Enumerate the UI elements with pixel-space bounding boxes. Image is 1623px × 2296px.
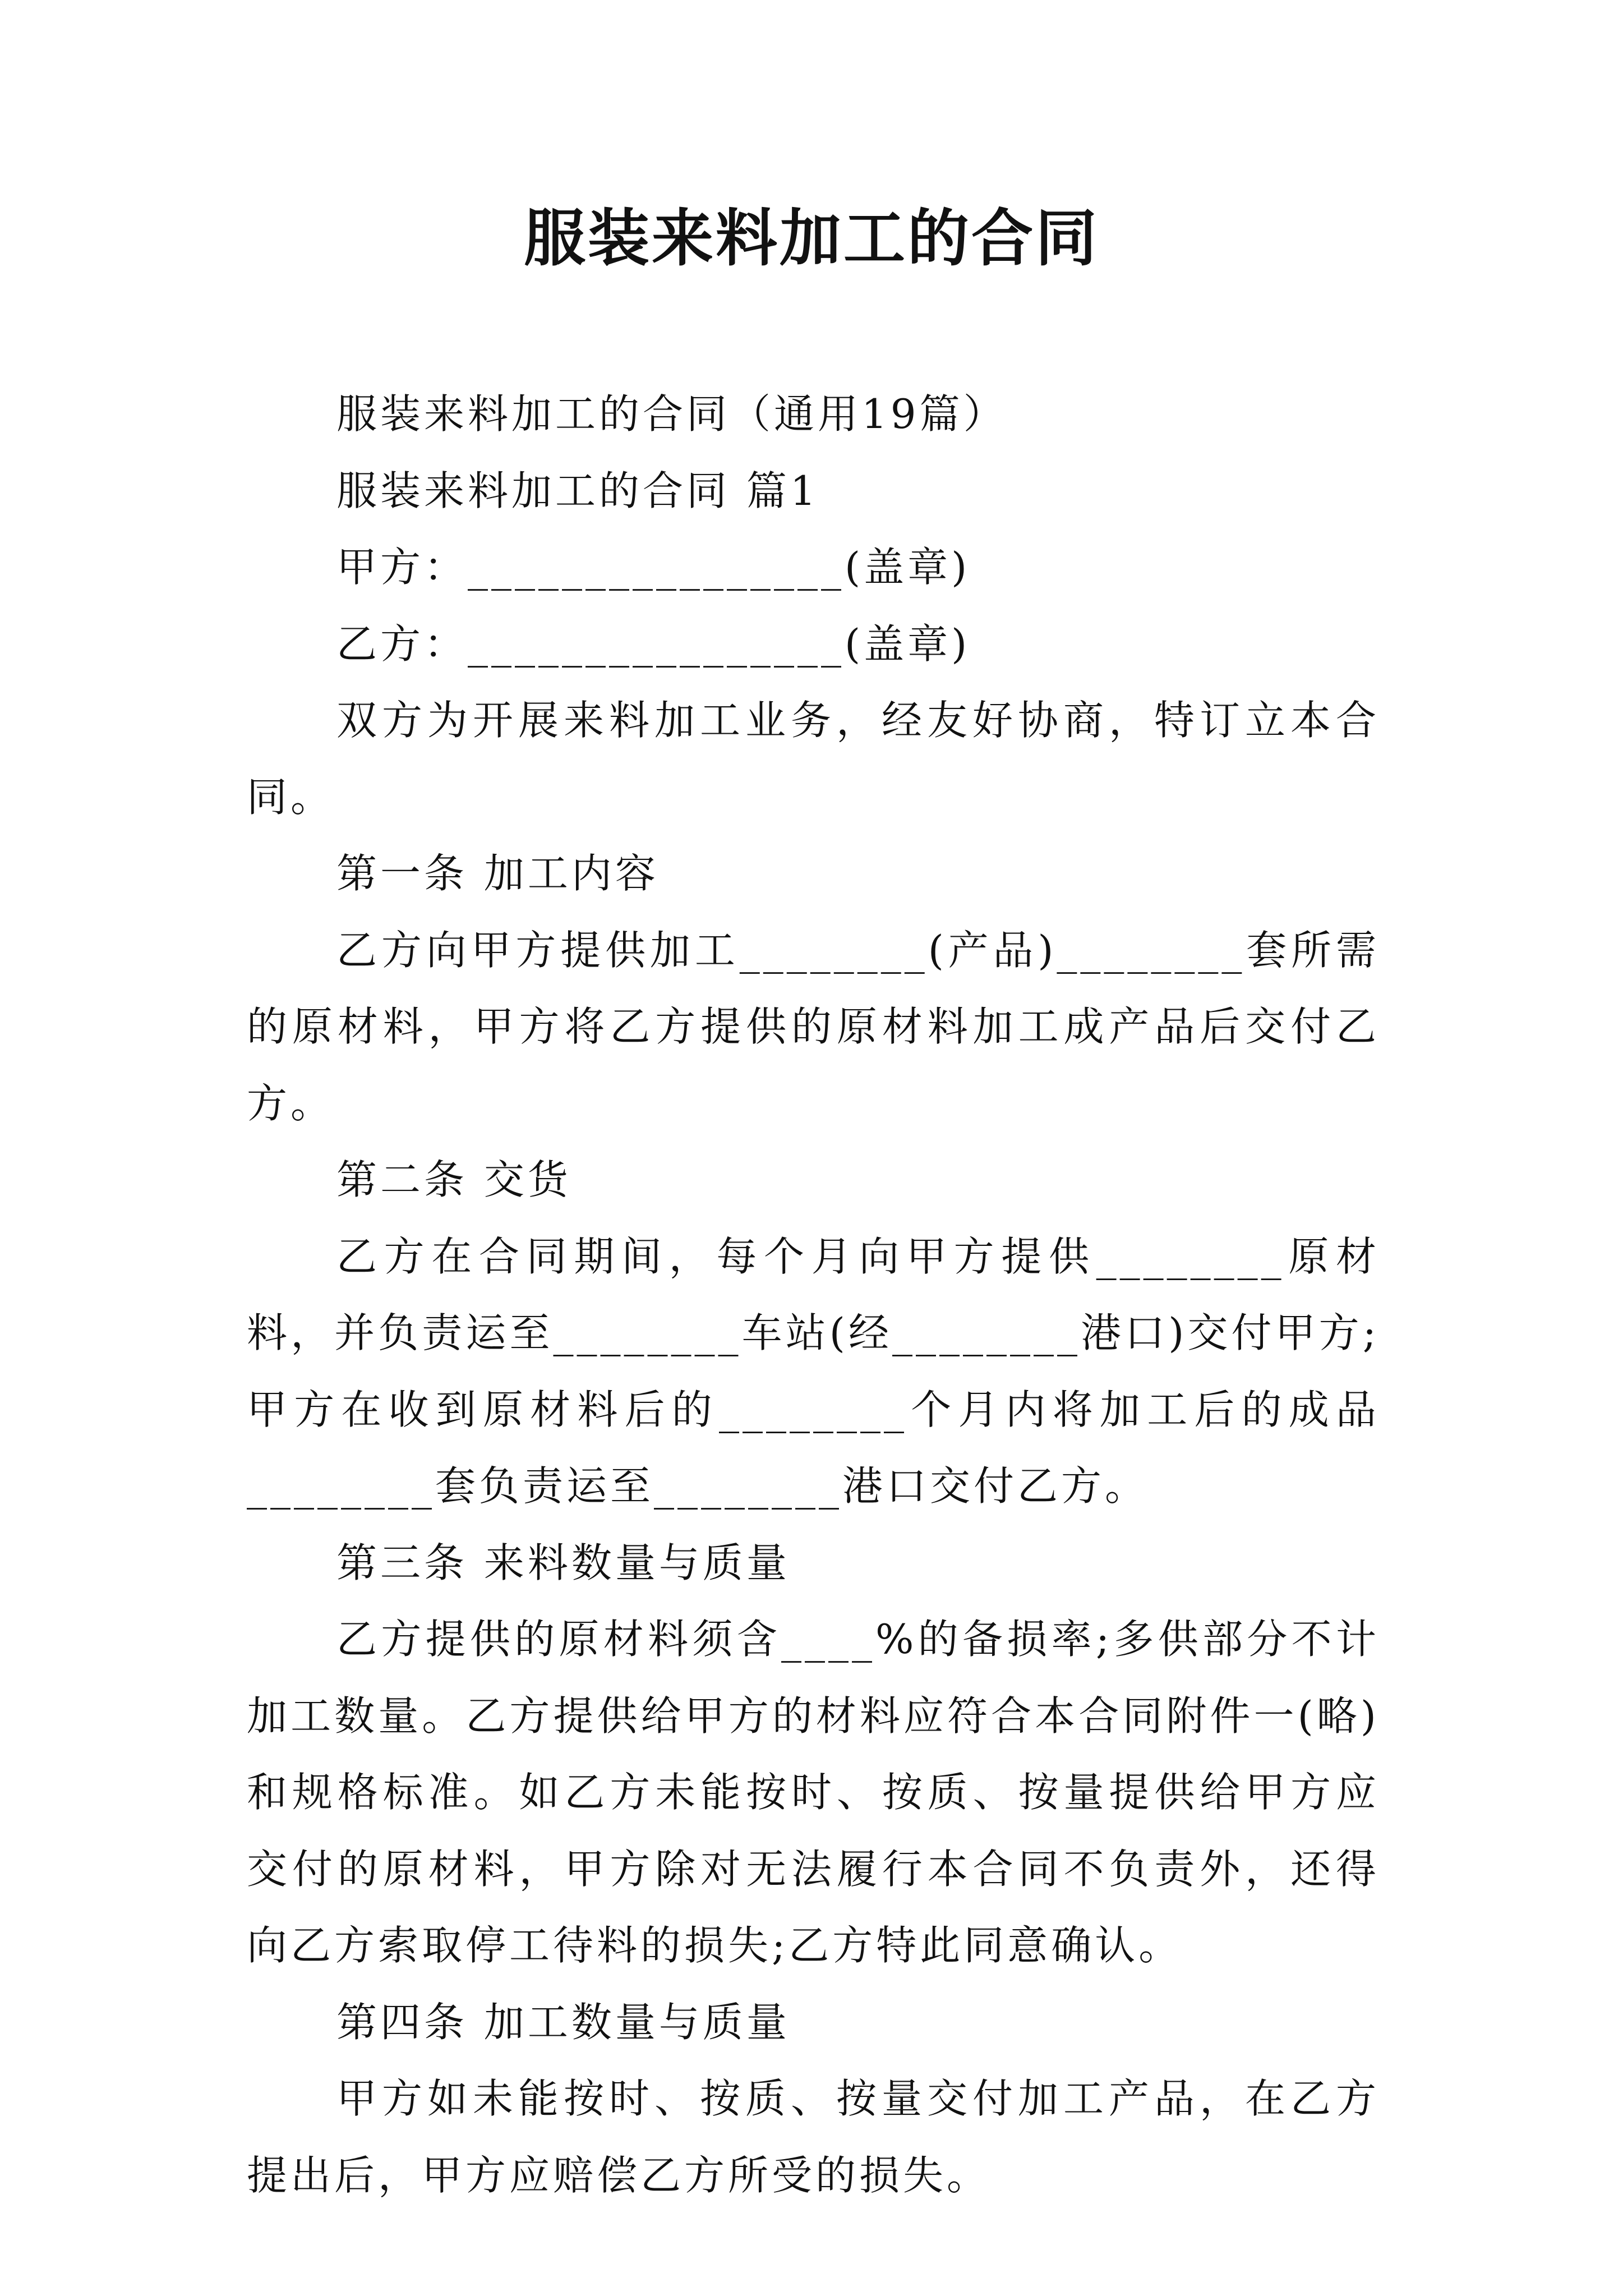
article-2-body: 乙方在合同期间，每个月向甲方提供________原材料，并负责运至________车站(经________港口)交付甲方;甲方在收到原材料后的________个月内将加工后的成品________套负责运至________港口交付乙方。 (247, 1232, 1380, 1510)
article-1-body: 乙方向甲方提供加工________(产品)________套所需的原材料，甲方将乙方提供的原材料加工成产品后交付乙方。 (247, 926, 1380, 1127)
article-4-heading: 第四条 加工数量与质量 (336, 1998, 790, 2046)
paragraph-party-a: 甲方：________________(盖章) (336, 544, 971, 591)
paragraph-preamble: 双方为开展来料加工业务，经友好协商，特订立本合同。 (247, 697, 1380, 821)
document-title: 服装来料加工的合同 (524, 202, 1099, 274)
paragraph-subtitle: 服装来料加工的合同（通用19篇） (336, 390, 1007, 438)
article-1-heading: 第一条 加工内容 (336, 850, 659, 897)
article-2-heading: 第二条 交货 (336, 1156, 571, 1203)
article-3-heading: 第三条 来料数量与质量 (336, 1539, 790, 1586)
article-3-body: 乙方提供的原材料须含____%的备损率;多供部分不计加工数量。乙方提供给甲方的材料应符合本合同附件一(略)和规格标准。如乙方未能按时、按质、按量提供给甲方应交付的原材料，甲方除对无法履行本合同不负责外，还得向乙方索取停工待料的损失;乙方特此同意确认。 (247, 1616, 1380, 1969)
article-4-body: 甲方如未能按时、按质、按量交付加工产品，在乙方提出后，甲方应赔偿乙方所受的损失。 (247, 2075, 1380, 2199)
paragraph-section-title: 服装来料加工的合同 篇1 (336, 467, 819, 514)
document-body (247, 376, 1380, 2214)
paragraph-party-b: 乙方：________________(盖章) (336, 620, 971, 668)
